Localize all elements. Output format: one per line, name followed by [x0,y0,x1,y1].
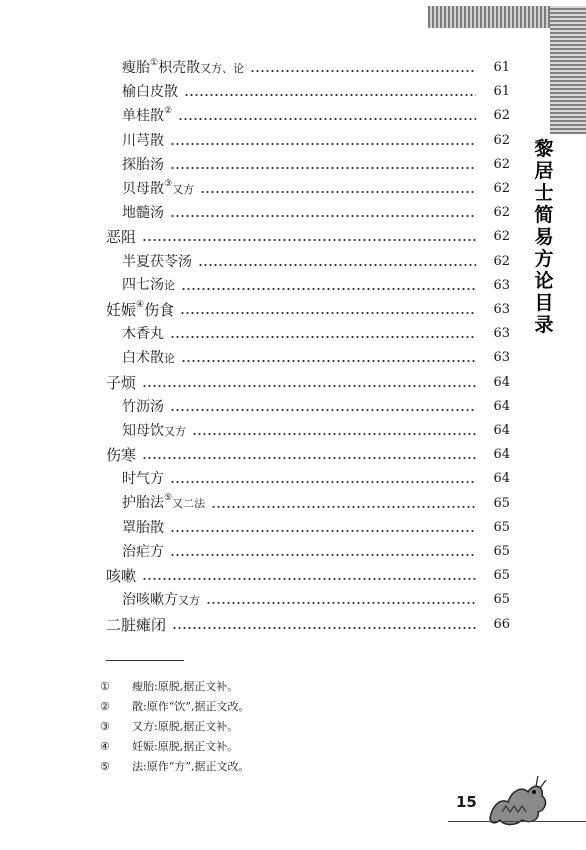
footnote-marker: ④ [136,300,145,310]
footnote-number: ③ [100,720,110,733]
toc-chapter-entry [106,564,510,588]
footnote-number: ① [100,680,110,693]
toc-entry [122,467,510,491]
toc-entry [122,250,510,274]
dot-leader [170,481,476,483]
footnotes [100,677,460,777]
toc-page-number: 61 [493,84,510,100]
toc-page-number: 65 [493,544,510,559]
dot-leader [172,627,476,629]
toc-entry [122,129,510,153]
footnote-text: 又方:原脱,据正文补。 [132,720,239,733]
toc-page-number: 62 [493,132,510,148]
dot-leader [142,578,476,580]
toc-entry [122,540,510,564]
toc-entry-label: 恶阻 [106,228,137,247]
toc-page-number: 61 [493,60,510,75]
toc-page-number: 64 [493,447,510,463]
toc-entry [122,177,510,201]
toc-entry-label: 妊娠④伤食 [106,300,175,319]
toc-page-number: 65 [493,592,510,608]
footnote [100,737,460,757]
toc-entry-label: 白术散论 [122,349,175,366]
toc-entry [122,419,510,443]
toc-chapter-entry [106,298,510,322]
toc-entry [122,80,510,104]
toc-page-number: 62 [493,253,510,269]
toc-chapter-entry [106,371,510,395]
toc-chapter-entry [106,225,510,249]
running-title: 黎居士简易方论目录 [534,138,554,336]
dot-leader [142,239,476,241]
toc-entry-label: 治疟方 [122,544,164,560]
dot-leader [178,118,476,120]
toc-page-number: 62 [493,205,510,221]
toc-entry-label: 罩胎散 [122,519,164,536]
dot-leader [170,554,476,556]
toc-page-number: 65 [493,568,510,584]
toc-entry [122,274,510,298]
dot-leader [170,215,476,217]
toc-entry-label: 咳嗽 [106,567,137,586]
footnote-rule [106,660,184,661]
footnote-marker: ① [150,57,159,68]
toc-entry [122,516,510,540]
toc-page-number: 62 [493,156,510,172]
footer-rule [448,821,586,822]
toc-entry-label: 时气方 [122,471,164,488]
toc-entry-label: 竹沥汤 [122,398,164,415]
toc-entry-label: 子烦 [106,373,137,392]
dot-leader [200,191,476,193]
footnote-number: ② [100,700,110,713]
toc-page-number: 64 [493,398,510,414]
toc-entry-label: 治咳嗽方又方 [122,591,200,608]
toc-entry-label: 川芎散 [122,132,164,149]
footnote-marker: ② [164,106,173,117]
dot-leader [184,94,476,96]
footnote-text: 法:原作“方”,据正文改。 [132,760,250,773]
toc-entry [122,588,510,612]
toc-entry-label: 四七汤论 [122,277,175,294]
dot-leader [170,409,476,411]
toc-entry-label: 探胎汤 [122,156,164,173]
toc-entry [122,104,510,128]
toc-entry [122,56,510,80]
toc-entry-label: 木香丸 [122,326,164,343]
toc-entry [122,153,510,177]
toc-chapter-entry [106,443,510,467]
toc-page-number: 62 [493,181,510,196]
footnote-text: 瘦胎:原脱,据正文补。 [132,680,239,693]
toc-entry-label: 半夏茯苓汤 [122,253,192,270]
toc-page-number: 62 [493,229,510,245]
toc-page-number: 64 [493,374,510,390]
toc-entry-label: 单桂散② [122,106,173,125]
toc-entry [122,492,510,516]
dot-leader [181,288,476,290]
dot-leader [206,602,476,604]
toc-entry-label: 护胎法⑤又二法 [122,493,206,512]
toc-page-number: 63 [493,350,510,366]
toc-page-number: 65 [493,495,510,511]
dot-leader [211,506,476,508]
dot-leader [170,143,476,145]
dot-leader [192,433,476,435]
toc-entry-label: 贝母散③又方 [122,178,195,197]
dot-leader [170,336,476,338]
toc-entry [122,346,510,370]
toc-entry [122,322,510,346]
toc-page-number: 65 [493,519,510,535]
footnote-marker: ⑤ [164,493,173,504]
dot-leader [250,70,476,72]
toc-page-number: 63 [493,302,510,317]
dot-leader [170,167,476,169]
dot-leader [142,457,476,459]
dot-leader [180,312,476,314]
footnote [100,697,460,717]
footnote [100,757,460,777]
toc-entry-label: 瘦胎①枳壳散又方、论 [122,57,245,76]
footnote-number: ④ [100,740,110,753]
footnote-marker: ③ [164,178,173,189]
dot-leader [142,385,476,387]
toc-page-number: 66 [493,616,510,632]
page-number: 15 [456,793,477,811]
toc-entry-label: 二脏瘫闭 [106,615,167,634]
footnote-text: 妊娠:原脱,据正文补。 [132,740,239,753]
dragon-ornament-icon [482,768,552,828]
toc-chapter-entry [106,613,510,637]
dot-leader [170,530,476,532]
toc-entry-label: 知母饮又方 [122,422,186,439]
toc-page-number: 64 [493,471,510,487]
footnote [100,717,460,737]
toc-page-number: 63 [493,326,510,342]
footnote-text: 散:原作“饮”,据正文改。 [132,700,250,713]
footnote-number: ⑤ [100,760,110,773]
toc-page-number: 64 [493,423,510,438]
toc-page-number: 62 [493,108,510,124]
toc-entry-label: 榆白皮散 [122,84,178,101]
toc-page-number: 63 [493,277,510,293]
toc-entry-label: 伤寒 [106,446,137,465]
toc-entry [122,201,510,225]
toc-entry [122,395,510,419]
toc-entry-label: 地髓汤 [122,205,164,222]
footnote [100,677,460,697]
dot-leader [181,360,476,362]
dot-leader [198,264,476,266]
